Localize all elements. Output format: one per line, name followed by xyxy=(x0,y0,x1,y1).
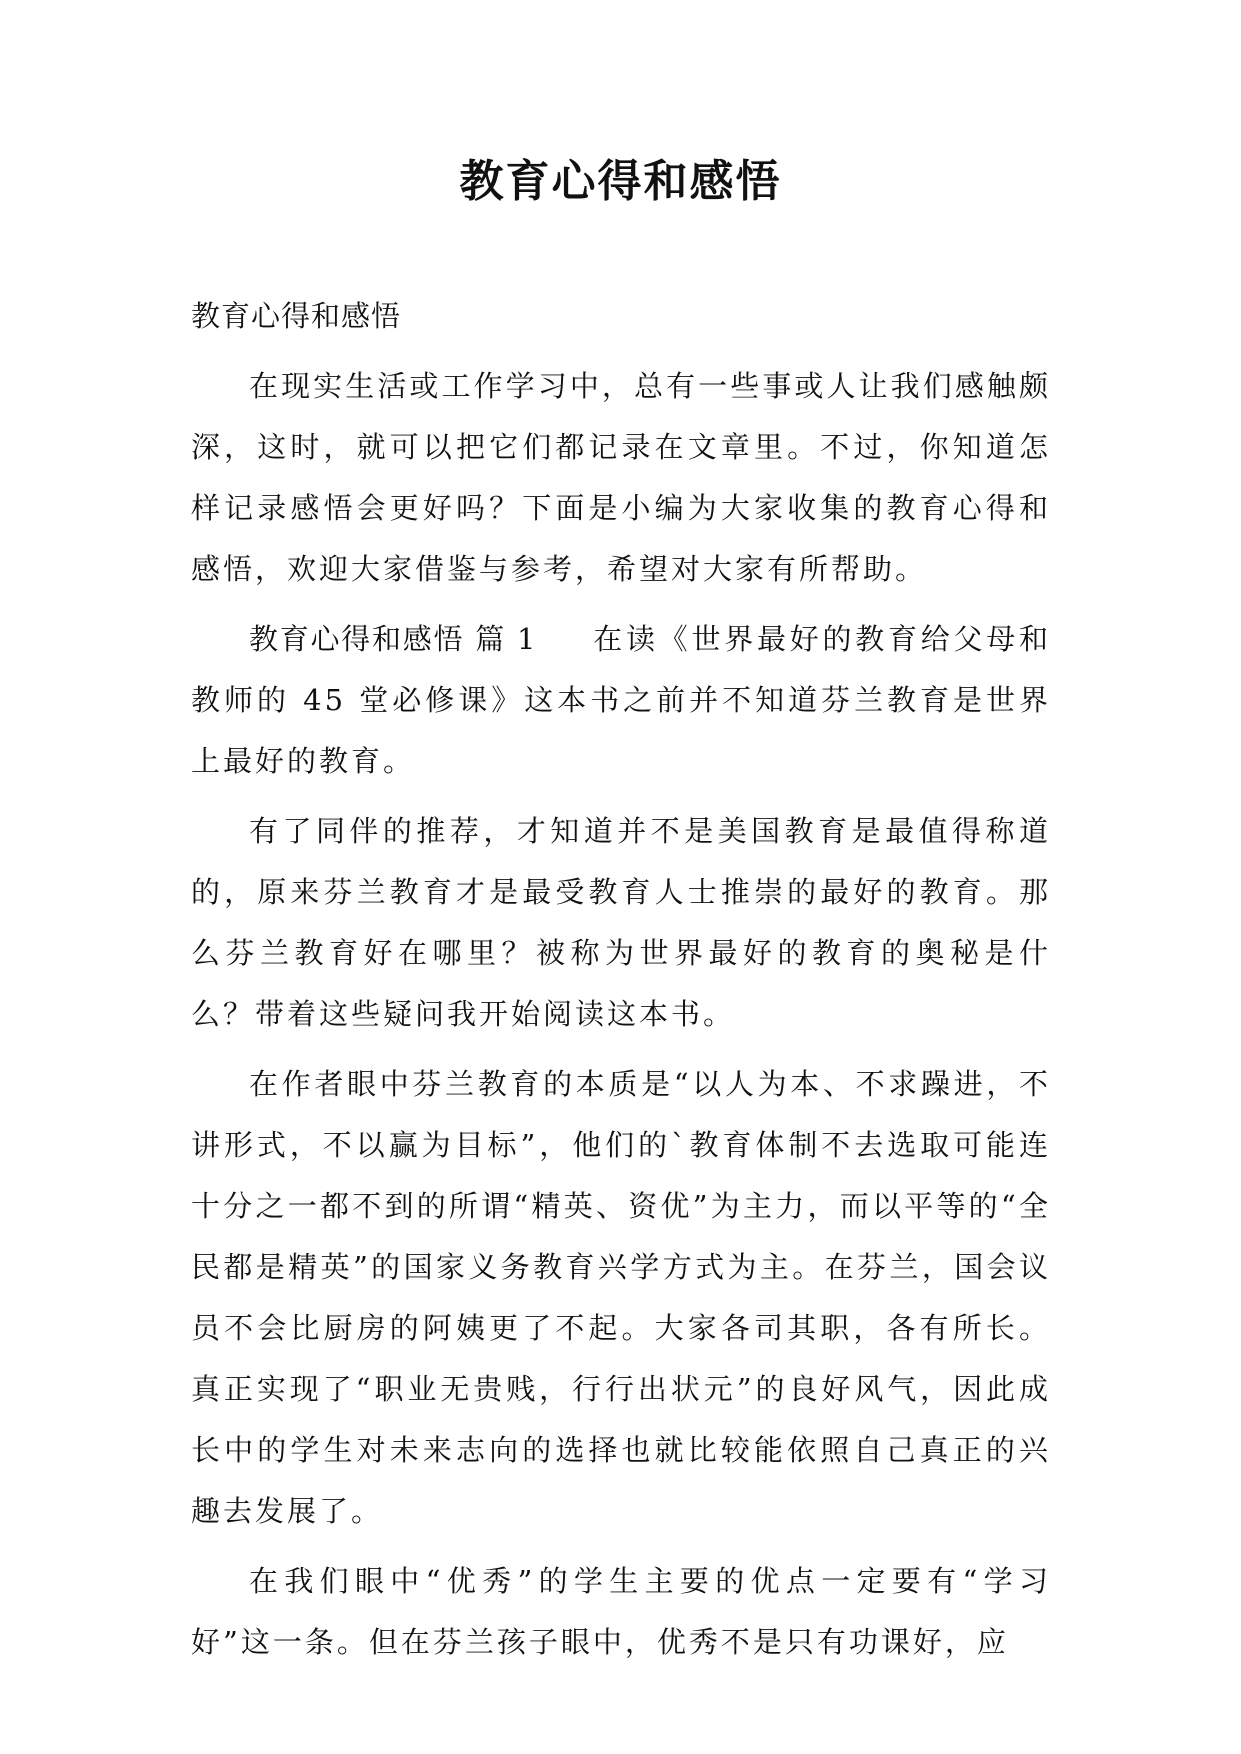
document-title: 教育心得和感悟 xyxy=(459,156,782,207)
section-1-paragraph xyxy=(191,609,1051,792)
document-body xyxy=(191,286,1051,1682)
section-1-lead: 在读《世界最好的教育给父母和教师的 45 堂必修课》这本书之前并不知道芬兰教育是世界上最好的教育。 xyxy=(191,622,1051,778)
body-paragraph: 有了同伴的推荐，才知道并不是美国教育是最值得称道的，原来芬兰教育才是最受教育人士推崇的最好的教育。那么芬兰教育好在哪里？被称为世界最好的教育的奥秘是什么？带着这些疑问我开始阅读这本书。 xyxy=(191,814,1051,1031)
intro-paragraph: 在现实生活或工作学习中，总有一些事或人让我们感触颇深，这时，就可以把它们都记录在文章里。不过，你知道怎样记录感悟会更好吗？下面是小编为大家收集的教育心得和感悟，欢迎大家借鉴与参考，希望对大家有所帮助。 xyxy=(191,369,1051,586)
body-paragraph: 在我们眼中“优秀”的学生主要的优点一定要有“学习好”这一条。但在芬兰孩子眼中，优秀不是只有功课好，应 xyxy=(191,1564,1051,1659)
body-paragraph: 在作者眼中芬兰教育的本质是“以人为本、不求躁进，不讲形式，不以赢为目标”，他们的`教育体制不去选取可能连十分之一都不到的所谓“精英、资优”为主力，而以平等的“全民都是精英”的国家义务教育兴学方式为主。在芬兰，国会议员不会比厨房的阿姨更了不起。大家各司其职，各有所长。真正实现了“职业无贵贱，行行出状元”的良好风气，因此成长中的学生对未来志向的选择也就比较能依照自己真正的兴趣去发展了。 xyxy=(191,1067,1051,1528)
document-subtitle: 教育心得和感悟 xyxy=(191,299,402,333)
section-1-heading: 教育心得和感悟 篇 1 xyxy=(249,622,537,656)
